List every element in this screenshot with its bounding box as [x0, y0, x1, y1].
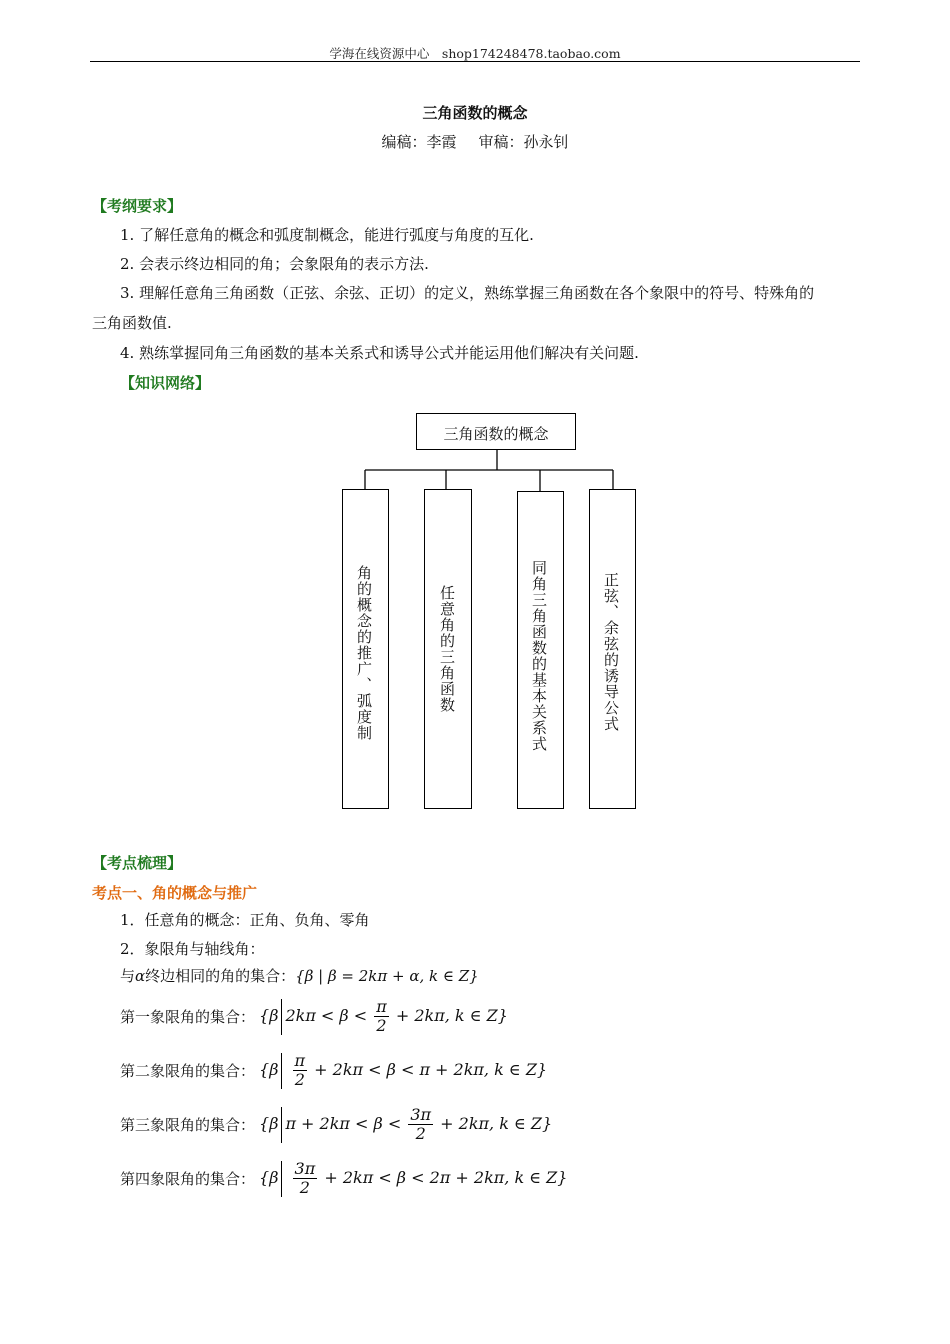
diagram-child-label: 同角三角函数的基本关系式	[530, 560, 548, 752]
quadrant3-formula: {β π + 2kπ < β < $\frac{3\pi}{2}$ + 2kπ, k ∈ Z}	[259, 1105, 553, 1143]
requirement-item: 3. 理解任意角三角函数（正弦、余弦、正切）的定义，熟练掌握三角函数在各个象限中的符号、特殊角的	[120, 284, 815, 302]
quadrant4-label: 第四象限角的集合：	[120, 1170, 256, 1188]
diagram-root-node	[416, 413, 576, 450]
diagram-child-node	[342, 489, 389, 809]
diagram-child-label: 正弦、余弦的诱导公式	[602, 572, 620, 732]
page-title: 三角函数的概念	[422, 104, 528, 122]
page-header: 学海在线资源中心 shop174248478.taobao.com	[329, 46, 621, 61]
diagram-child-label: 角的概念的推广、弧度制	[355, 565, 373, 741]
coterminal-set-line	[120, 967, 479, 985]
section-heading-key-points: 【考点梳理】	[92, 854, 183, 872]
coterminal-description: 终边相同的角的集合：	[145, 967, 296, 985]
quadrant1-label: 第一象限角的集合：	[120, 1008, 256, 1026]
alpha-symbol: α	[135, 967, 146, 985]
requirement-item: 2. 会表示终边相同的角；会象限角的表示方法.	[120, 255, 429, 273]
requirement-item: 4. 熟练掌握同角三角函数的基本关系式和诱导公式并能运用他们解决有关问题.	[120, 344, 639, 362]
diagram-child-node	[589, 489, 636, 809]
coterminal-label: 与	[120, 967, 136, 985]
coterminal-set-formula: {β | β = 2kπ + α, k ∈ Z}	[295, 967, 479, 985]
diagram-child-node	[517, 491, 564, 809]
editor-credit: 编稿：李霞	[381, 133, 457, 151]
quadrant1-line	[120, 998, 508, 1035]
quadrant4-formula: {β $\frac{3\pi}{2}$ + 2kπ < β < 2π + 2kπ, k ∈ Z}	[259, 1159, 568, 1197]
reviewer-credit: 审稿：孙永钊	[478, 133, 569, 151]
diagram-child-label: 任意角的三角函数	[438, 585, 456, 713]
requirement-item: 1. 了解任意角的概念和弧度制概念，能进行弧度与角度的互化.	[120, 226, 534, 244]
quadrant2-label: 第二象限角的集合：	[120, 1062, 256, 1080]
quadrant2-line	[120, 1052, 547, 1089]
key-point-item: 2．象限角与轴线角：	[120, 940, 265, 958]
quadrant1-formula: {β 2kπ < β < $\frac{\pi}{2}$ + 2kπ, k ∈ Z}	[259, 997, 508, 1035]
quadrant3-label: 第三象限角的集合：	[120, 1116, 256, 1134]
key-point-item: 1．任意角的概念：正角、负角、零角	[120, 911, 370, 929]
section-heading-requirements: 【考纲要求】	[92, 197, 183, 215]
quadrant3-line	[120, 1106, 552, 1143]
section-heading-knowledge-network: 【知识网络】	[120, 374, 211, 392]
quadrant4-line	[120, 1160, 567, 1197]
quadrant2-formula: {β $\frac{\pi}{2}$ + 2kπ < β < π + 2kπ, k ∈ Z}	[259, 1051, 548, 1089]
diagram-child-node	[424, 489, 472, 809]
requirement-item-continued: 三角函数值.	[92, 314, 172, 332]
diagram-root-label: 三角函数的概念	[443, 425, 549, 443]
key-point-heading: 考点一、角的概念与推广	[92, 884, 258, 902]
